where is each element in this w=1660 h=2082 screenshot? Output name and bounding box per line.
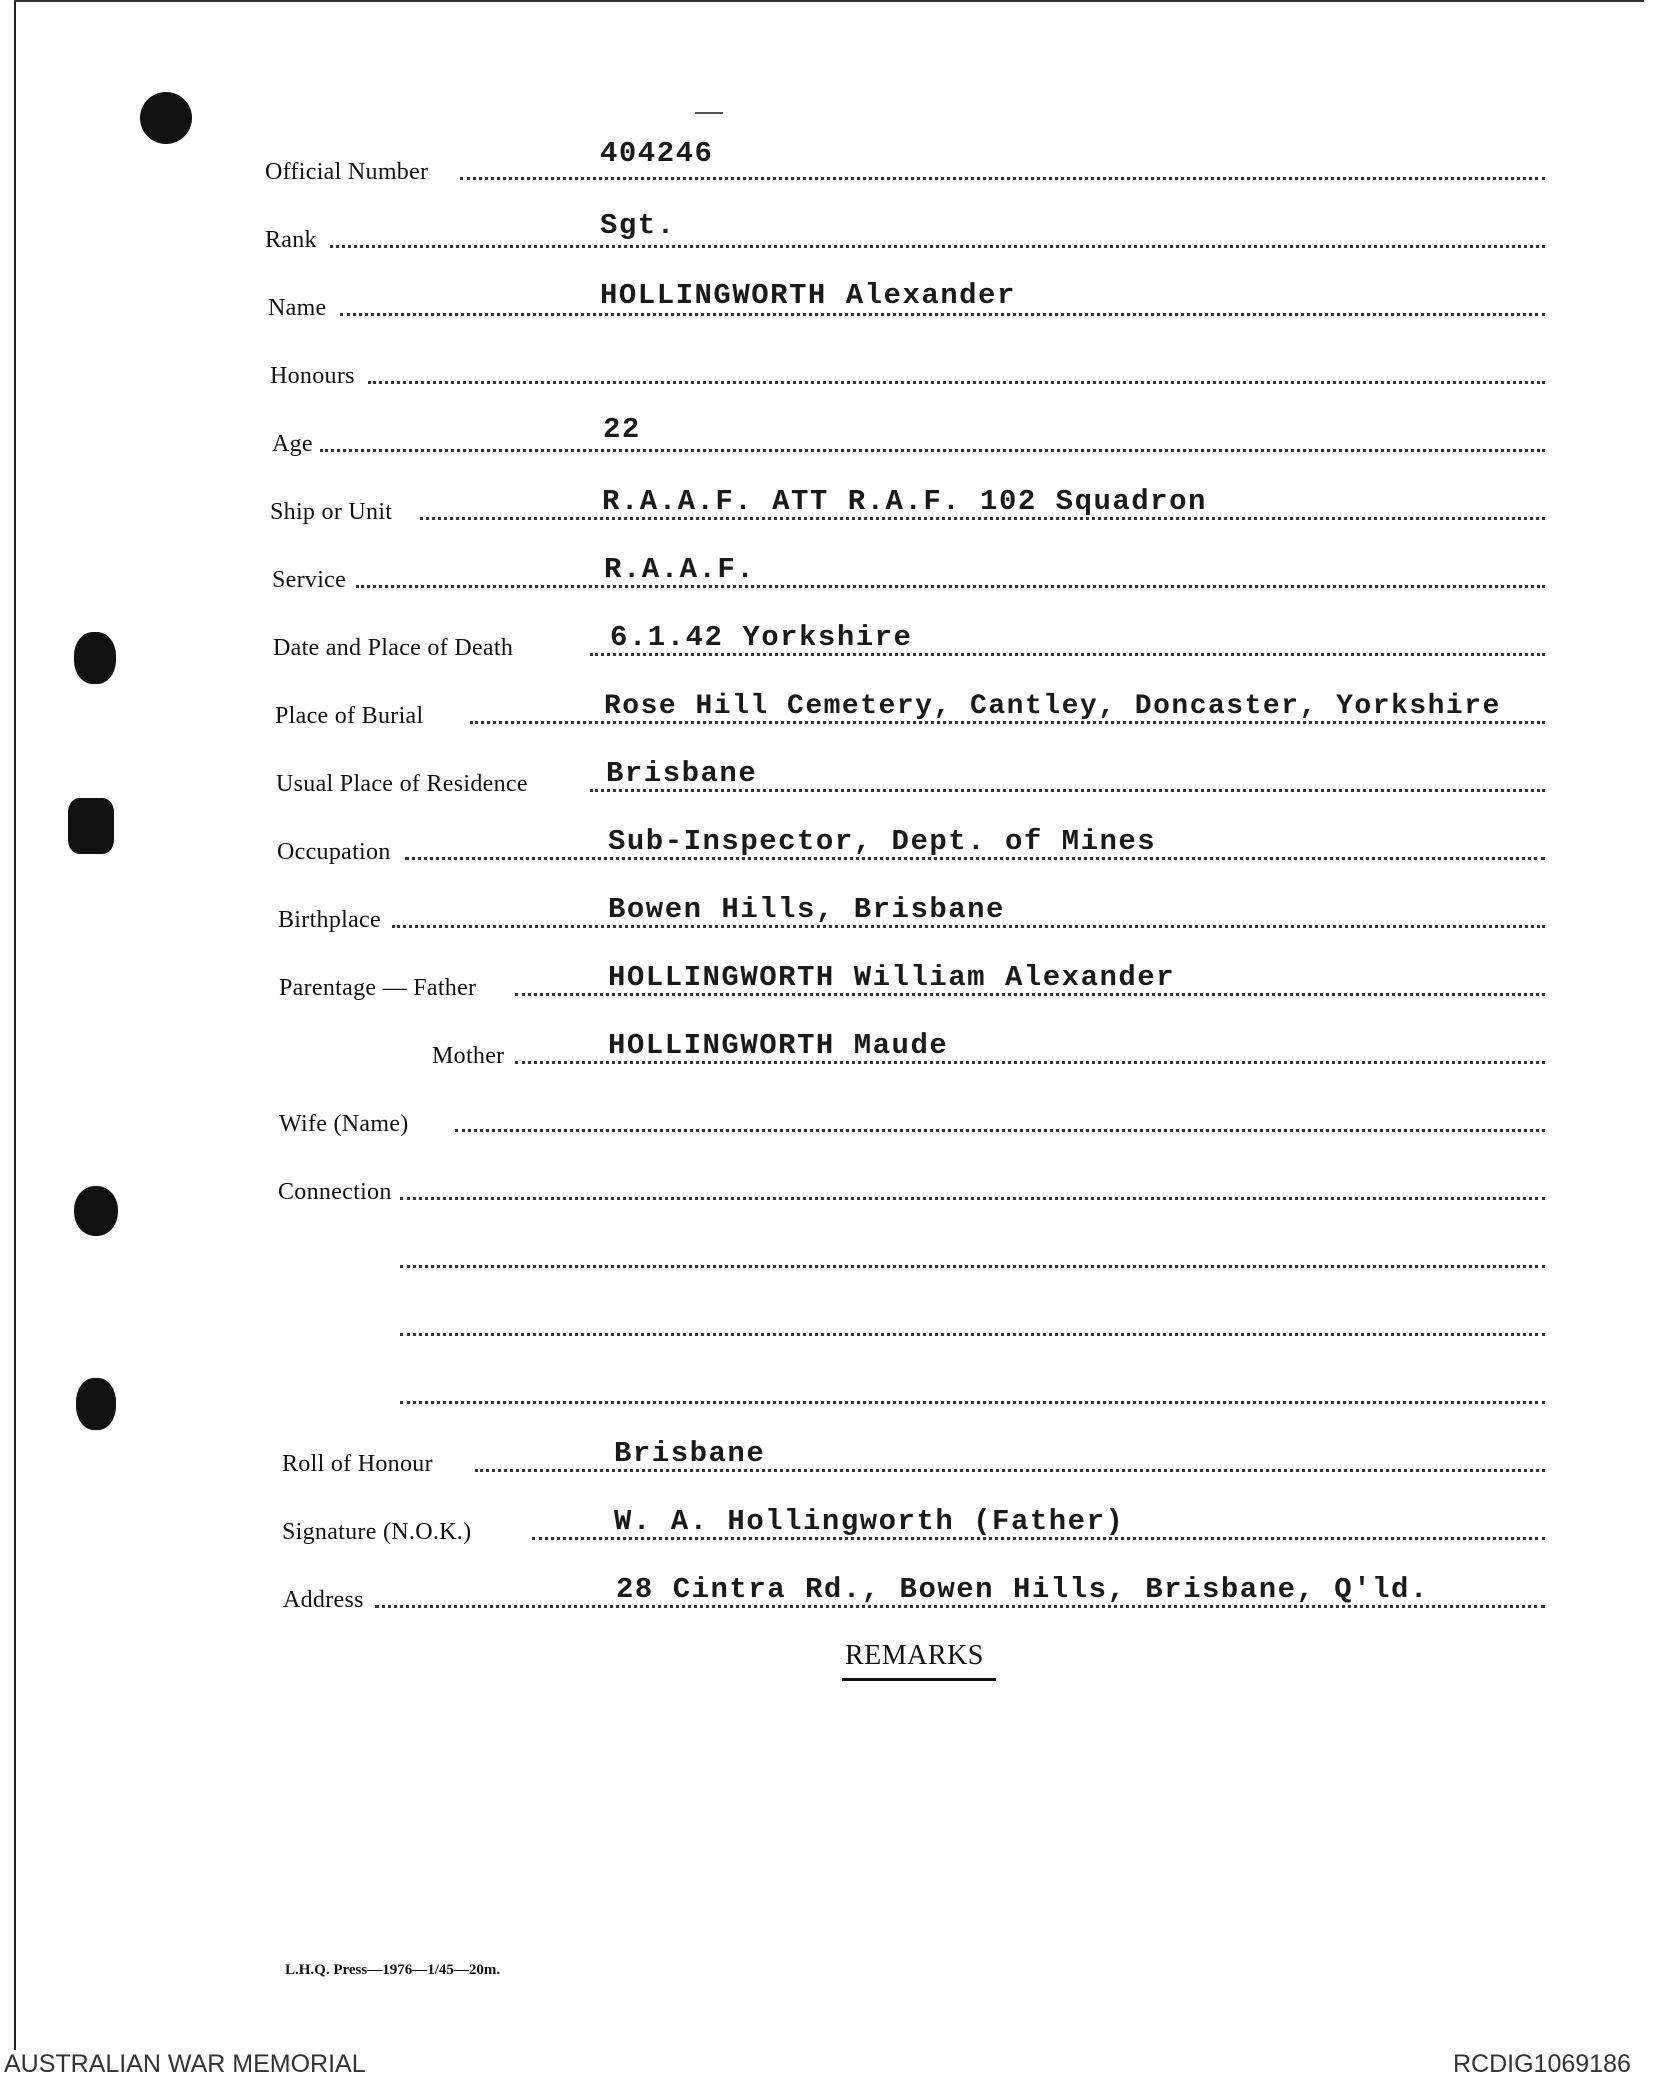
field-connection-line xyxy=(0,1300,1660,1344)
dotted-rule xyxy=(330,243,1545,248)
field-label: Birthplace xyxy=(278,907,381,933)
field-service xyxy=(0,552,1660,596)
field-date-place-of-death xyxy=(0,620,1660,664)
field-label: Wife (Name) xyxy=(279,1111,409,1137)
field-label: Age xyxy=(272,431,313,457)
archive-reference: RCDIG1069186 xyxy=(1453,2050,1631,2078)
field-age xyxy=(0,413,1660,460)
dotted-rule xyxy=(368,379,1545,384)
field-label: Honours xyxy=(270,363,355,389)
field-value: 28 Cintra Rd., Bowen Hills, Brisbane, Q'ld. xyxy=(616,1573,1429,1606)
card-top-edge xyxy=(14,0,1644,2)
field-label: Date and Place of Death xyxy=(273,635,514,661)
field-occupation xyxy=(0,824,1660,868)
field-address xyxy=(0,1572,1660,1616)
field-label: Service xyxy=(272,567,347,593)
field-value: Sub-Inspector, Dept. of Mines xyxy=(608,825,1157,858)
dotted-rule xyxy=(356,583,1545,588)
field-label: Name xyxy=(268,295,327,321)
field-mother xyxy=(0,1028,1660,1072)
field-ship-or-unit xyxy=(0,484,1660,528)
field-connection-line xyxy=(0,1368,1660,1412)
field-value: R.A.A.F. xyxy=(604,553,756,586)
field-label: Place of Burial xyxy=(275,703,424,729)
field-label: Occupation xyxy=(277,839,391,865)
field-value: 6.1.42 Yorkshire xyxy=(610,621,913,654)
field-birthplace xyxy=(0,892,1660,936)
field-signature xyxy=(0,1504,1660,1548)
dotted-rule xyxy=(400,1263,1545,1268)
field-value: Brisbane xyxy=(606,757,758,790)
field-father xyxy=(0,960,1660,1004)
field-label: Ship or Unit xyxy=(270,499,393,525)
field-label: Official Number xyxy=(265,159,429,185)
dotted-rule xyxy=(455,1127,1545,1132)
field-value: 22 xyxy=(603,413,641,446)
field-label: Usual Place of Residence xyxy=(276,771,528,797)
field-label: Roll of Honour xyxy=(282,1451,433,1477)
field-label: Address xyxy=(283,1587,364,1613)
field-place-of-burial xyxy=(0,688,1660,732)
field-connection-line xyxy=(0,1232,1660,1276)
field-value: Bowen Hills, Brisbane xyxy=(608,893,1005,926)
field-value: HOLLINGWORTH William Alexander xyxy=(608,961,1176,994)
punch-hole-icon xyxy=(140,92,192,144)
dotted-rule xyxy=(320,447,1545,452)
field-value: HOLLINGWORTH Alexander xyxy=(600,279,1016,312)
field-official-number xyxy=(0,137,1660,188)
field-label: Rank xyxy=(265,227,317,253)
field-name xyxy=(0,280,1660,324)
field-value: HOLLINGWORTH Maude xyxy=(608,1029,949,1062)
remarks-underline xyxy=(842,1678,996,1681)
printer-imprint: L.H.Q. Press—1976—1/45—20m. xyxy=(285,1962,501,1978)
field-label: Parentage — Father xyxy=(279,975,477,1001)
field-value: 404246 xyxy=(600,137,714,170)
dotted-rule xyxy=(400,1331,1545,1336)
field-honours xyxy=(0,348,1660,392)
field-value: R.A.A.F. ATT R.A.F. 102 Squadron xyxy=(602,485,1207,518)
field-value: Brisbane xyxy=(614,1437,766,1470)
field-value: Rose Hill Cemetery, Cantley, Doncaster, Yorkshire xyxy=(604,691,1501,722)
field-label: Connection xyxy=(278,1179,392,1205)
field-value: W. A. Hollingworth (Father) xyxy=(614,1505,1125,1538)
field-label: Signature (N.O.K.) xyxy=(282,1519,472,1545)
archive-institution: AUSTRALIAN WAR MEMORIAL xyxy=(4,2050,366,2078)
remarks-heading: REMARKS xyxy=(845,1640,984,1671)
dotted-rule xyxy=(400,1399,1545,1404)
field-roll-of-honour xyxy=(0,1436,1660,1480)
field-value: Sgt. xyxy=(600,209,676,242)
dotted-rule xyxy=(460,175,1545,180)
pencil-mark xyxy=(695,112,723,114)
field-usual-residence xyxy=(0,756,1660,800)
field-rank xyxy=(0,209,1660,256)
dotted-rule xyxy=(400,1195,1545,1200)
field-wife xyxy=(0,1096,1660,1140)
field-label: Mother xyxy=(432,1043,505,1069)
field-connection xyxy=(0,1164,1660,1208)
